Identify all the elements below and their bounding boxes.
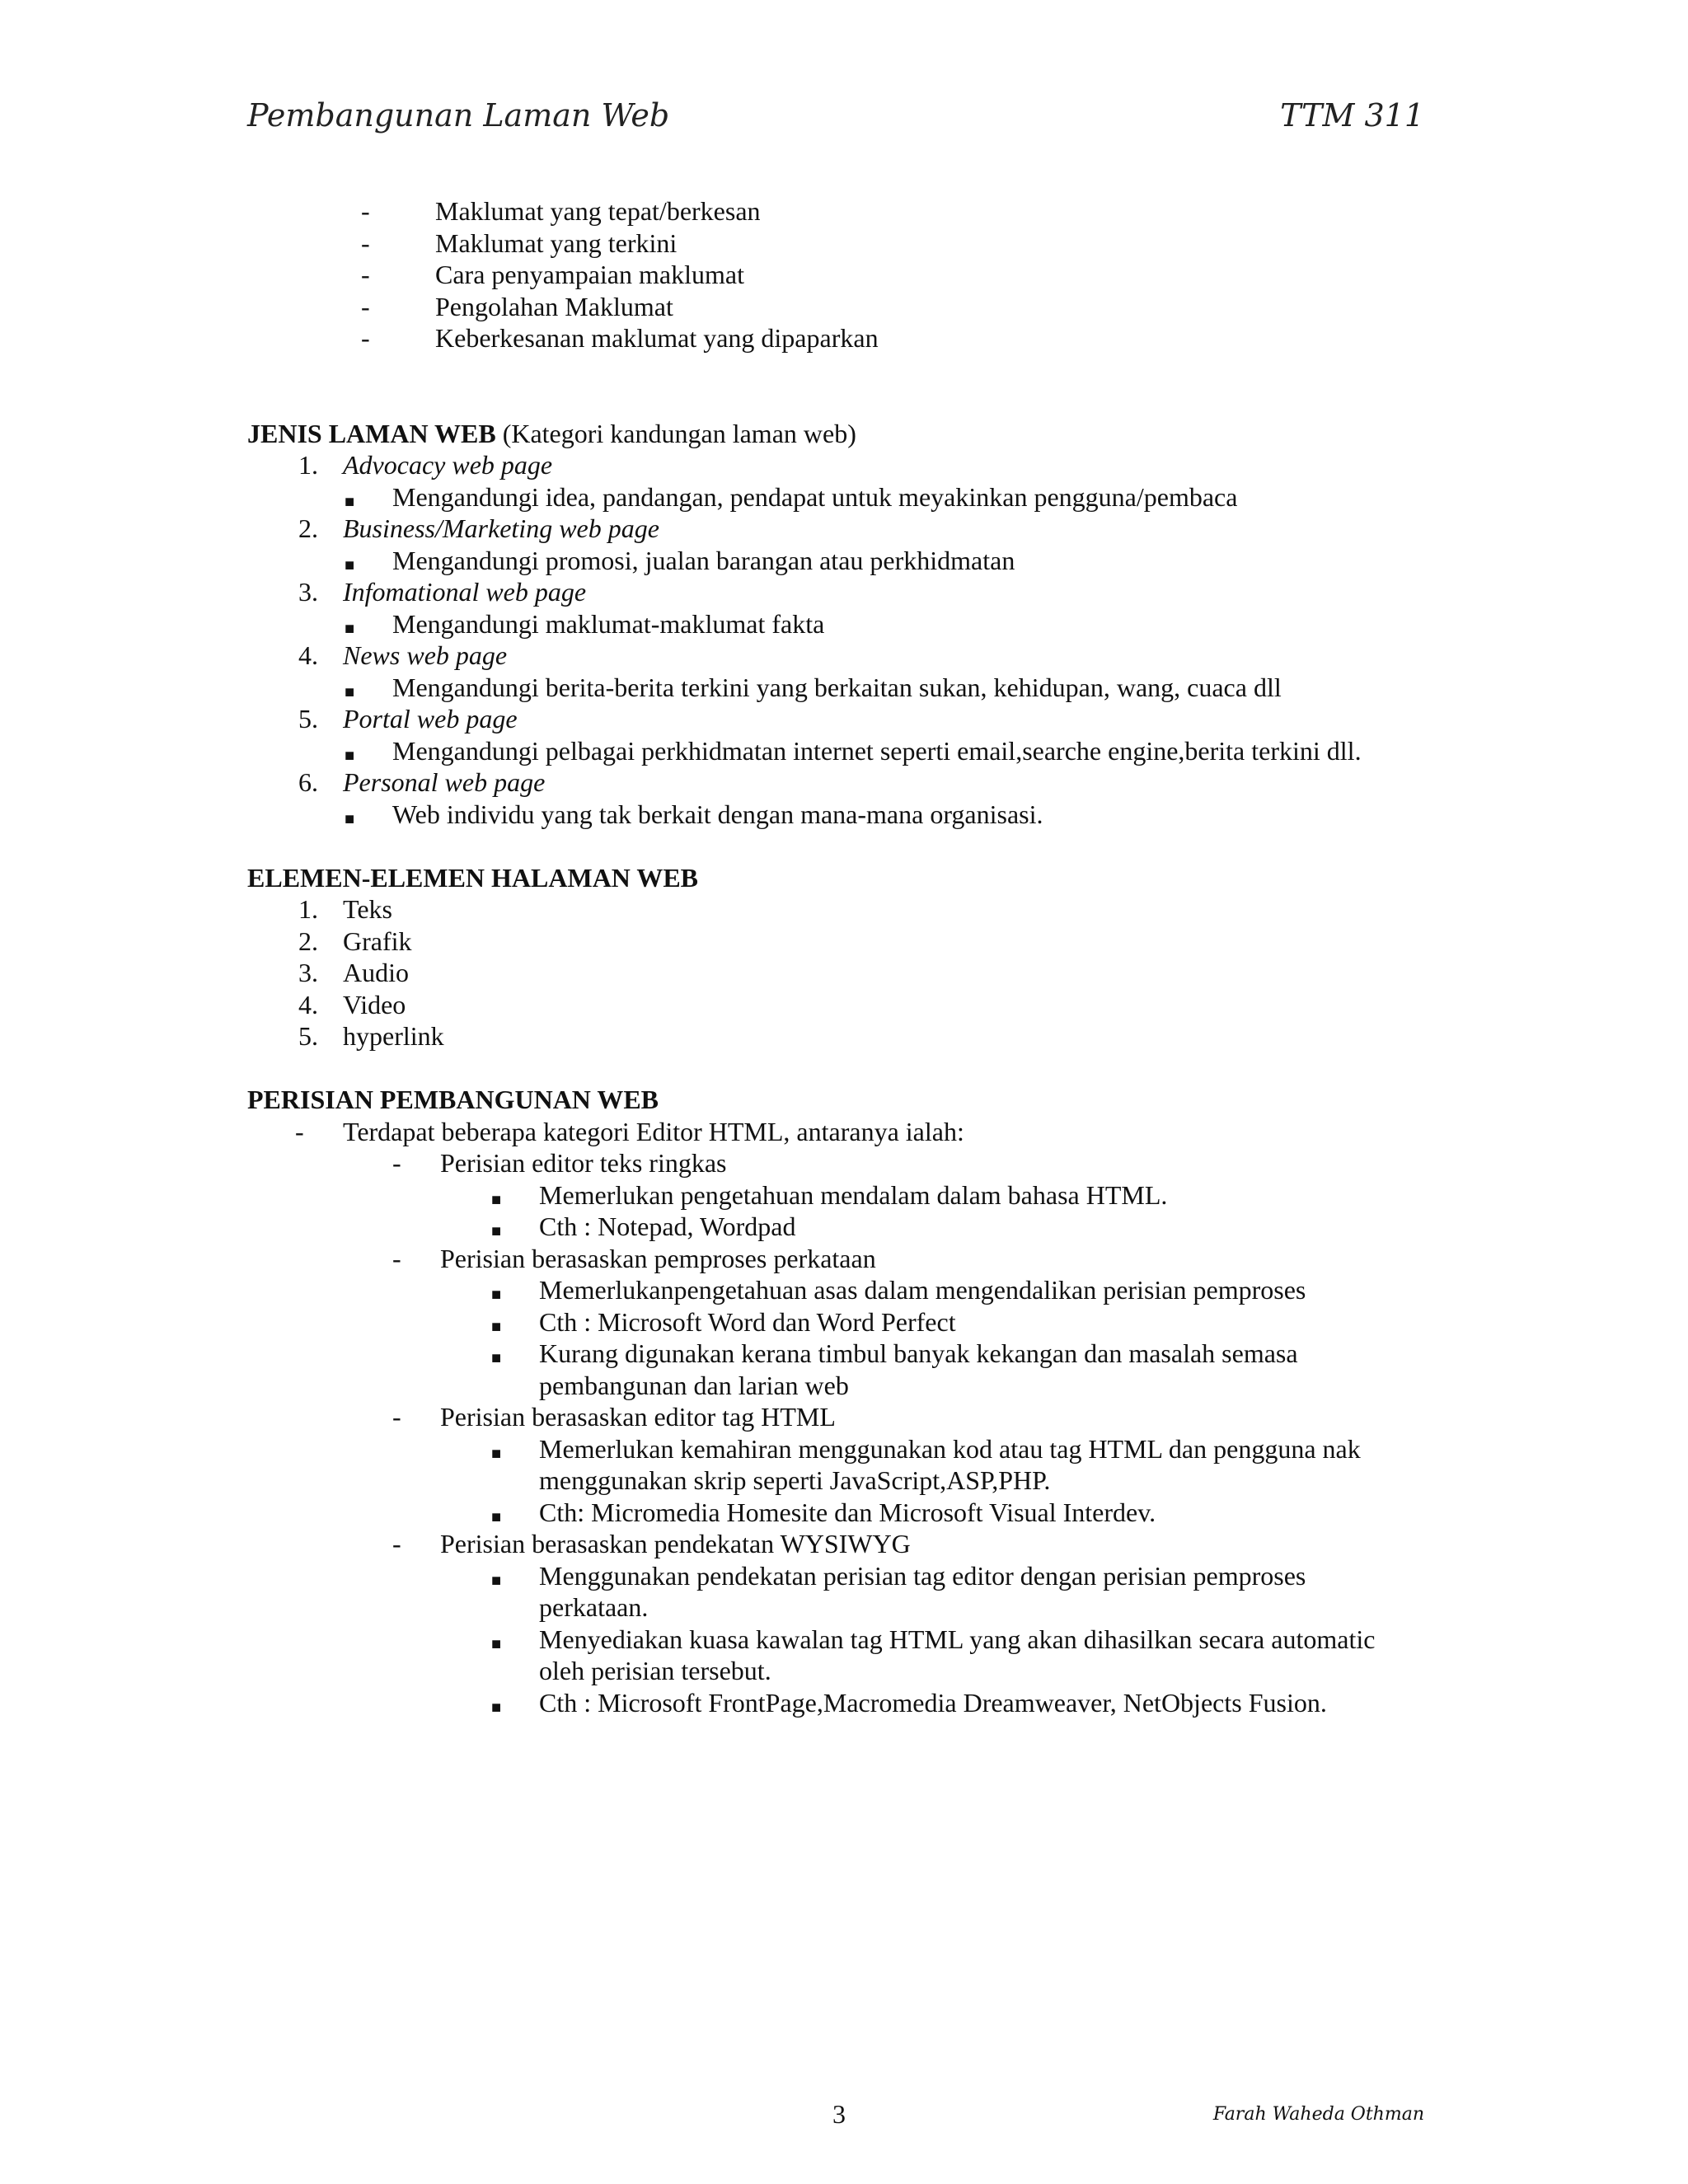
item-title: Business/Marketing web page — [343, 513, 659, 543]
bullet-marker: ■ — [491, 1317, 502, 1336]
bullet-text: menggunakan skrip seperti JavaScript,ASP,PHP. — [539, 1465, 1051, 1495]
list-item — [0, 259, 1688, 291]
list-item-text: Cara penyampaian maklumat — [435, 260, 744, 289]
dash-marker: - — [392, 1402, 401, 1432]
bullet-marker: ■ — [491, 1571, 502, 1590]
bullet-marker: ■ — [491, 1634, 502, 1653]
list-item — [0, 640, 1688, 672]
heading-note: (Kategori kandungan laman web) — [502, 418, 856, 448]
item-text: Teks — [343, 894, 392, 924]
list-item — [0, 989, 1688, 1021]
item-number: 5. — [298, 1021, 318, 1051]
dash-marker: - — [361, 227, 370, 258]
bullet-continuation — [0, 1655, 1688, 1687]
bullet-marker: ■ — [491, 1222, 502, 1240]
list-subitem — [0, 799, 1688, 831]
item-number: 1. — [298, 894, 318, 924]
item-number: 2. — [298, 513, 318, 543]
bullet-text: Cth: Micromedia Homesite dan Microsoft Visual Interdev. — [539, 1497, 1156, 1527]
heading-text: JENIS LAMAN WEB — [247, 418, 496, 448]
item-text: Video — [343, 989, 406, 1019]
item-title: News web page — [343, 640, 508, 670]
list-item-text: Maklumat yang terkini — [435, 227, 678, 258]
section-perisian-pembangunan-web — [0, 1084, 1688, 1718]
bullet-marker: ■ — [345, 809, 355, 828]
category-item — [0, 1147, 1688, 1179]
list-subitem — [0, 672, 1688, 704]
list-item — [0, 926, 1688, 958]
list-item — [0, 1116, 1688, 1148]
item-number: 5. — [298, 704, 318, 733]
item-title: Infomational web page — [343, 577, 587, 607]
list-item — [0, 893, 1688, 926]
bullet-text: Cth : Notepad, Wordpad — [539, 1212, 796, 1241]
bullet-text: Memerlukan pengetahuan mendalam dalam bahasa HTML. — [539, 1179, 1168, 1210]
category-item — [0, 1401, 1688, 1433]
list-subitem — [0, 608, 1688, 640]
bullet-marker: ■ — [491, 1286, 502, 1304]
bullet-text: Kurang digunakan kerana timbul banyak kekangan dan masalah semasa — [539, 1338, 1298, 1368]
item-description: Mengandungi idea, pandangan, pendapat untuk meyakinkan pengguna/pembaca — [392, 481, 1238, 512]
list-item — [0, 195, 1688, 227]
item-title: Advocacy web page — [343, 450, 553, 480]
section-heading: ELEMEN-ELEMEN HALAMAN WEB — [247, 862, 699, 893]
category-title: Perisian berasaskan pendekatan WYSIWYG — [440, 1529, 911, 1558]
intro-list — [0, 195, 1688, 354]
bullet-continuation — [0, 1370, 1688, 1402]
header-course-code: TTM 311 — [1280, 97, 1424, 134]
list-item — [0, 957, 1688, 989]
category-bullet — [0, 1274, 1688, 1306]
item-description: Mengandungi promosi, jualan barangan atau perkhidmatan — [392, 545, 1015, 575]
bullet-text: Menyediakan kuasa kawalan tag HTML yang akan dihasilkan secara automatic — [539, 1624, 1376, 1654]
category-title: Perisian berasaskan editor tag HTML — [440, 1402, 836, 1432]
list-item — [0, 576, 1688, 608]
category-bullet — [0, 1497, 1688, 1529]
list-item — [0, 766, 1688, 799]
list-item — [0, 513, 1688, 545]
list-item — [0, 703, 1688, 735]
bullet-text: oleh perisian tersebut. — [539, 1656, 771, 1685]
dash-marker: - — [361, 291, 370, 321]
list-subitem — [0, 735, 1688, 767]
item-description: Mengandungi pelbagai perkhidmatan internet seperti email,searche engine,berita terkini dll. — [392, 735, 1362, 766]
item-number: 4. — [298, 640, 318, 670]
section-heading — [247, 418, 856, 450]
item-number: 6. — [298, 767, 318, 797]
list-subitem — [0, 481, 1688, 513]
document-body — [0, 195, 1688, 1718]
bullet-marker: ■ — [345, 746, 355, 765]
category-bullet — [0, 1211, 1688, 1243]
bullet-text: Memerlukanpengetahuan asas dalam mengendalikan perisian pemproses — [539, 1275, 1306, 1305]
category-title: Perisian editor teks ringkas — [440, 1148, 727, 1178]
item-text: Grafik — [343, 926, 412, 956]
bullet-marker: ■ — [345, 619, 355, 638]
bullet-marker: ■ — [491, 1190, 502, 1209]
category-bullet — [0, 1306, 1688, 1338]
header-course-title: Pembangunan Laman Web — [247, 97, 670, 134]
bullet-continuation — [0, 1465, 1688, 1497]
bullet-marker: ■ — [491, 1507, 502, 1526]
bullet-marker: ■ — [491, 1698, 502, 1717]
list-item-text: Keberkesanan maklumat yang dipaparkan — [435, 323, 879, 353]
bullet-text: Cth : Microsoft FrontPage,Macromedia Dreamweaver, NetObjects Fusion. — [539, 1687, 1327, 1718]
bullet-text: Menggunakan pendekatan perisian tag editor dengan perisian pemproses — [539, 1560, 1306, 1591]
dash-marker: - — [361, 196, 370, 226]
category-item — [0, 1528, 1688, 1560]
list-item — [0, 449, 1688, 481]
category-title: Perisian berasaskan pemproses perkataan — [440, 1243, 876, 1273]
item-number: 4. — [298, 989, 318, 1019]
section-elemen-halaman-web — [0, 862, 1688, 1052]
bullet-marker: ■ — [345, 492, 355, 511]
category-bullet — [0, 1687, 1688, 1719]
item-number: 1. — [298, 450, 318, 480]
list-item — [0, 1020, 1688, 1052]
category-bullet — [0, 1179, 1688, 1212]
item-text: Audio — [343, 958, 409, 987]
list-subitem — [0, 545, 1688, 577]
bullet-text: Cth : Microsoft Word dan Word Perfect — [539, 1306, 956, 1337]
category-bullet — [0, 1624, 1688, 1656]
category-bullet — [0, 1338, 1688, 1370]
page-number: 3 — [832, 2099, 846, 2129]
list-item-text: Pengolahan Maklumat — [435, 291, 673, 321]
section-heading: PERISIAN PEMBANGUNAN WEB — [247, 1085, 659, 1114]
item-description: Mengandungi maklumat-maklumat fakta — [392, 608, 825, 639]
item-description: Mengandungi berita-berita terkini yang berkaitan sukan, kehidupan, wang, cuaca dll — [392, 672, 1282, 702]
bullet-text: Memerlukan kemahiran menggunakan kod atau tag HTML dan pengguna nak — [539, 1433, 1361, 1464]
bullet-marker: ■ — [491, 1349, 502, 1367]
dash-marker: - — [392, 1529, 401, 1558]
list-item — [0, 322, 1688, 354]
dash-marker: - — [392, 1243, 401, 1273]
item-number: 3. — [298, 577, 318, 607]
list-item — [0, 227, 1688, 260]
bullet-text: perkataan. — [539, 1592, 649, 1622]
intro-text: Terdapat beberapa kategori Editor HTML, antaranya ialah: — [343, 1116, 964, 1146]
category-item — [0, 1243, 1688, 1275]
bullet-marker: ■ — [345, 555, 355, 574]
dash-marker: - — [295, 1116, 304, 1146]
category-bullet — [0, 1433, 1688, 1465]
item-description: Web individu yang tak berkait dengan mana-mana organisasi. — [392, 799, 1043, 829]
bullet-text: pembangunan dan larian web — [539, 1370, 849, 1400]
item-number: 2. — [298, 926, 318, 956]
list-item-text: Maklumat yang tepat/berkesan — [435, 196, 761, 226]
section-jenis-laman-web — [0, 418, 1688, 831]
dash-marker: - — [361, 260, 370, 289]
item-title: Portal web page — [343, 704, 518, 733]
item-number: 3. — [298, 958, 318, 987]
bullet-continuation — [0, 1591, 1688, 1624]
item-title: Personal web page — [343, 767, 546, 797]
footer-author: Farah Waheda Othman — [1212, 2104, 1424, 2125]
dash-marker: - — [392, 1148, 401, 1178]
item-text: hyperlink — [343, 1021, 444, 1051]
list-item — [0, 291, 1688, 323]
bullet-marker: ■ — [345, 682, 355, 701]
dash-marker: - — [361, 323, 370, 353]
bullet-marker: ■ — [491, 1444, 502, 1463]
category-bullet — [0, 1560, 1688, 1592]
